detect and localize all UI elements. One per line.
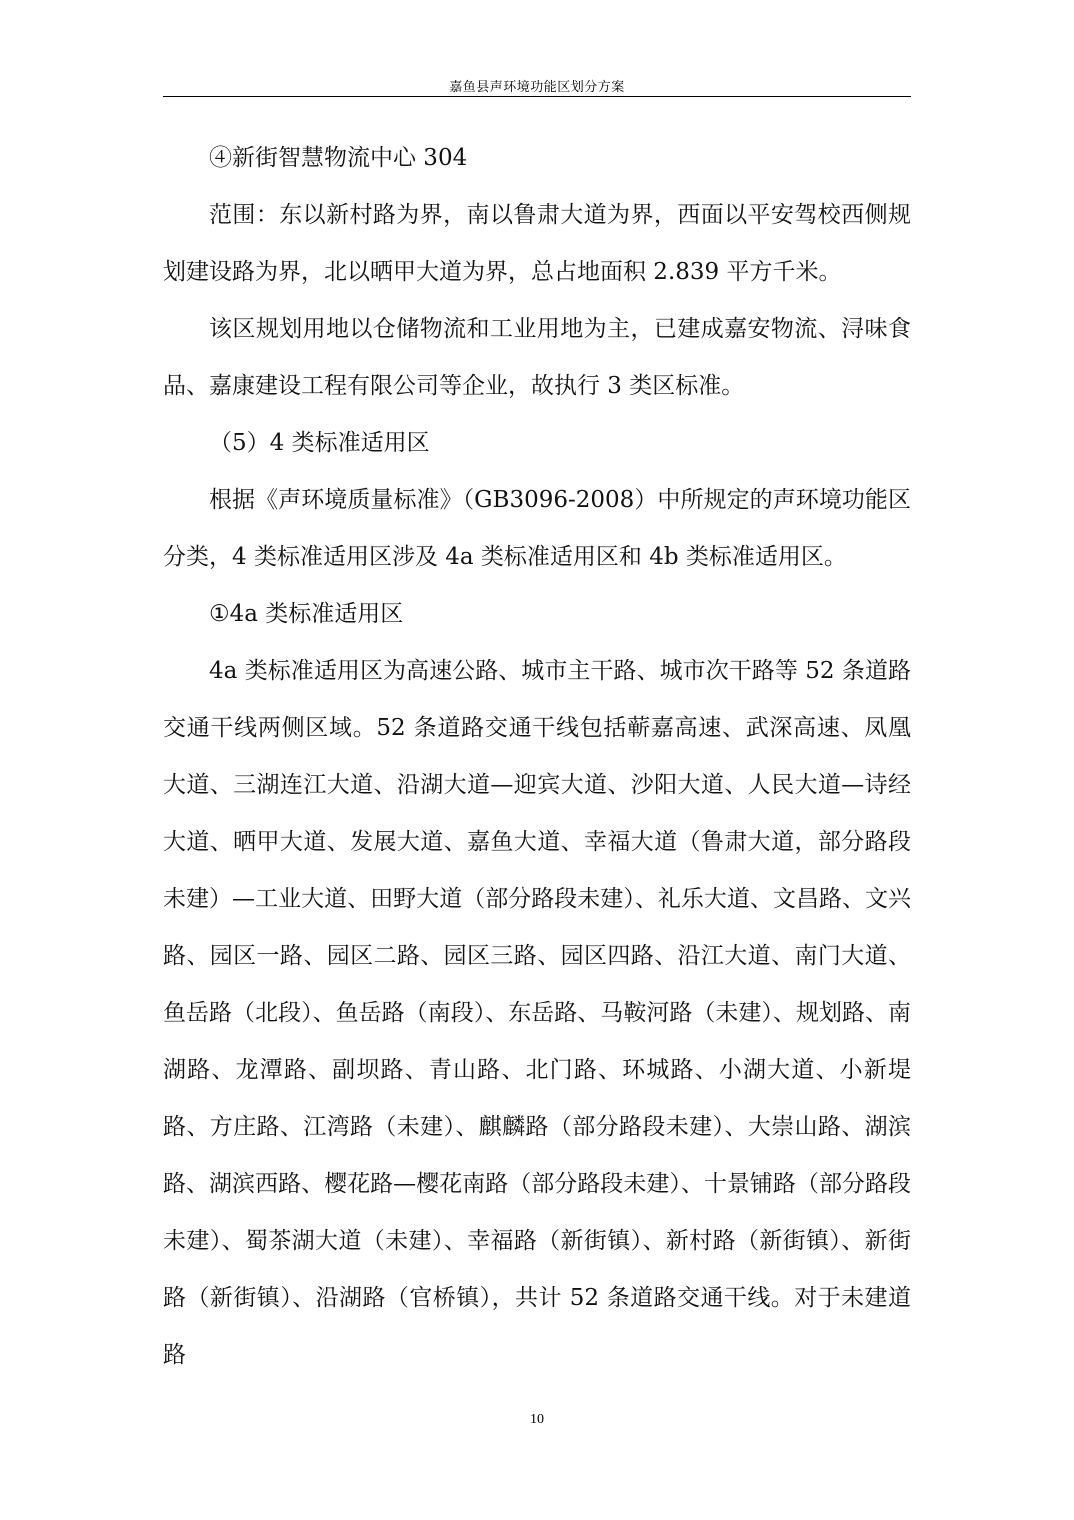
header-rule bbox=[163, 96, 911, 97]
paragraph-land-use: 该区规划用地以仓储物流和工业用地为主，已建成嘉安物流、浔味食品、嘉康建设工程有限公司等企业，故执行 3 类区标准。 bbox=[163, 316, 911, 399]
paragraph-road-list: 4a 类标准适用区为高速公路、城市主干路、城市次干路等 52 条道路交通干线两侧区域。52 条道路交通干线包括蕲嘉高速、武深高速、凤凰大道、三湖连江大道、沿湖大道—迎宾大道、沙阳大道、人民大道—诗经大道、晒甲大道、发展大道、嘉鱼大道、幸福大道（鲁肃大道，部分路段未建）—工业大道、田野大道（部分路段未建）、礼乐大道、文昌路、文兴路、园区一路、园区二路、园区三路、园区四路、沿江大道、南门大道、鱼岳路（北段）、鱼岳路（南段）、东岳路、马鞍河路（未建）、规划路、南湖路、龙潭路、副坝路、青山路、北门路、环城路、小湖大道、小新堤路、方庄路、江湾路（未建）、麒麟路（部分路段未建）、大崇山路、湖滨路、湖滨西路、樱花路—樱花南路（部分路段未建）、十景铺路（部分路段未建）、蜀茶湖大道（未建）、幸福路（新街镇）、新村路（新街镇）、新街路（新街镇）、沿湖路（官桥镇），共计 52 条道路交通干线。对于未建道路 bbox=[163, 658, 911, 1368]
paragraph-scope: 范围：东以新村路为界，南以鲁肃大道为界，西面以平安驾校西侧规划建设路为界，北以晒甲大道为界，总占地面积 2.839 平方千米。 bbox=[163, 202, 911, 285]
running-header: 嘉鱼县声环境功能区划分方案 bbox=[449, 80, 625, 95]
paragraph-heading-class4a: ①4a 类标准适用区 bbox=[209, 601, 404, 627]
paragraph-heading-class4: （5）4 类标准适用区 bbox=[209, 430, 430, 456]
body-text bbox=[163, 130, 911, 1384]
paragraph-standard-reference: 根据《声环境质量标准》（GB3096-2008）中所规定的声环境功能区分类，4 类标准适用区涉及 4a 类标准适用区和 4b 类标准适用区。 bbox=[163, 487, 911, 570]
page-number: 10 bbox=[530, 1412, 544, 1427]
paragraph-heading-logistics-center: ④新街智慧物流中心 304 bbox=[209, 145, 468, 171]
